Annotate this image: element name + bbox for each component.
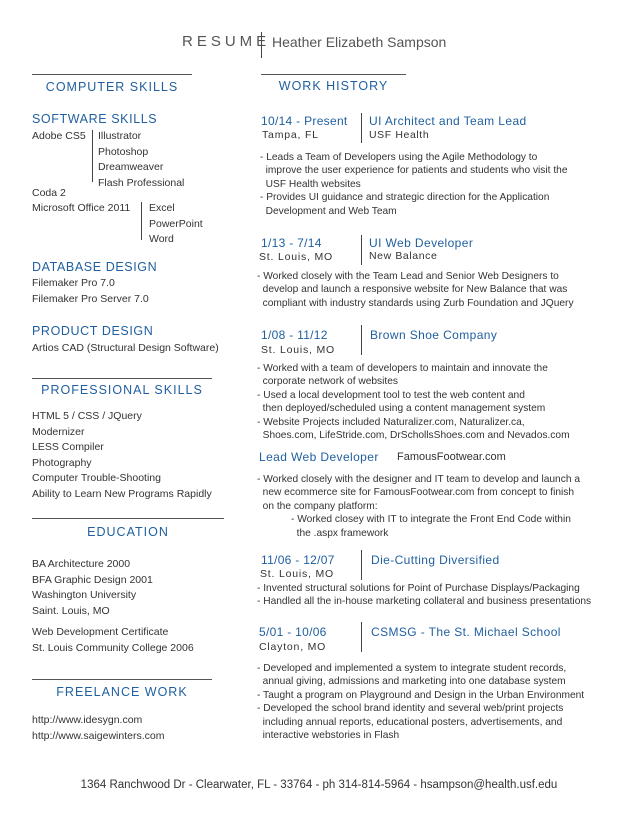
professional-item: Modernizer [32, 425, 85, 438]
freelance-link[interactable]: http://www.idesygn.com [32, 714, 143, 726]
header-divider [261, 32, 262, 58]
job-bullets: - Worked closely with the designer and IT team to develop and launch a new ecommerce site for FamousFootwear.com from concept to finish on the company platform: - Worked closey with IT to integrate the Front End Code within the .aspx framework [257, 474, 580, 539]
candidate-name: Heather Elizabeth Sampson [272, 34, 447, 50]
software-item: Flash Professional [98, 176, 185, 189]
software-office-list [149, 201, 203, 248]
education-rule [32, 518, 224, 519]
software-adobe-label: Adobe CS5 [32, 130, 86, 142]
job-title: CSMSG - The St. Michael School [371, 625, 561, 639]
education-item: BFA Graphic Design 2001 [32, 573, 153, 586]
education-item: BA Architecture 2000 [32, 558, 131, 570]
software-item: Dreamweaver [98, 161, 164, 173]
job-bullets: - Invented structural solutions for Point of Purchase Displays/Packaging - Handled all the in-house marketing collateral and business presentations [257, 583, 592, 608]
professional-item: Photography [32, 456, 92, 469]
software-item: Illustrator [98, 130, 142, 142]
freelance-rule [32, 679, 212, 680]
job-title: Brown Shoe Company [370, 328, 498, 342]
freelance-list[interactable] [32, 713, 164, 744]
job-company: New Balance [369, 250, 438, 262]
database-item: Filemaker Pro Server 7.0 [32, 292, 149, 305]
job-location: Tampa, FL [262, 129, 319, 141]
education-list [32, 557, 153, 619]
database-design-heading: DATABASE DESIGN [32, 260, 158, 274]
education-item: Web Development Certificate [32, 626, 169, 638]
education-heading: EDUCATION [87, 525, 169, 539]
resume-title: RESUME [182, 33, 271, 50]
education-item: Saint. Louis, MO [32, 604, 110, 617]
software-item: Excel [149, 202, 175, 214]
software-item: Word [149, 233, 174, 245]
work-history-rule [261, 74, 406, 75]
job-date: 5/01 - 10/06 [259, 625, 327, 639]
software-skills-heading: SOFTWARE SKILLS [32, 112, 158, 126]
computer-skills-rule [32, 74, 192, 75]
software-item: Photoshop [98, 145, 149, 158]
job-bullets: - Developed and implemented a system to integrate student records, annual giving, admissions and marketing into one database system - Taught a program on Playground and Design in the Urban Environment - Developed the school brand identity and several web/print projects including annual reports, educational posters, advertisements, and interactive webstories in Flash [257, 663, 585, 742]
professional-item: LESS Compiler [32, 441, 104, 453]
job-bullets: - Leads a Team of Developers using the Agile Methodology to improve the user experience for patients and students who visit the USF Health websites - Provides UI guidance and strategic direction for the Application Development and Web Team [260, 152, 568, 217]
professional-list [32, 409, 212, 502]
education-item: St. Louis Community College 2006 [32, 641, 194, 654]
job-divider [361, 325, 362, 355]
job-location: St. Louis, MO [259, 251, 334, 263]
job-location: St. Louis, MO [260, 568, 335, 580]
job-divider [361, 622, 362, 652]
job-location: St. Louis, MO [261, 344, 336, 356]
job-date: 1/13 - 7/14 [261, 236, 322, 250]
computer-skills-heading: COMPUTER SKILLS [45, 80, 179, 94]
freelance-work-heading: FREELANCE WORK [56, 685, 188, 699]
job-company: USF Health [369, 129, 430, 141]
software-adobe-list [98, 129, 184, 191]
product-design-heading: PRODUCT DESIGN [32, 324, 154, 338]
professional-item: HTML 5 / CSS / JQuery [32, 410, 142, 422]
job-bullets: - Worked closely with the Team Lead and Senior Web Designers to develop and launch a responsive website for New Balance that was compliant with industry standards using Zurb Foundation and JQuery [257, 271, 574, 309]
job-date: 1/08 - 11/12 [261, 328, 328, 342]
database-item: Filemaker Pro 7.0 [32, 277, 115, 289]
job-bullets: - Worked with a team of developers to maintain and innovate the corporate network of websites - Used a local development tool to test the web content and then deployed/scheduled using a content management system - Website Projects included Naturalizer.com, Naturalizer.ca, Shoes.com, LifeStride.com, DrSchollsShoes.com and Nevados.com [257, 363, 570, 442]
job-title: UI Web Developer [369, 236, 474, 250]
professional-skills-rule [32, 378, 212, 379]
job-divider [361, 550, 362, 580]
education-list-2 [32, 625, 194, 656]
job-company: FamousFootwear.com [397, 451, 506, 463]
job-divider [361, 113, 362, 143]
freelance-link[interactable]: http://www.saigewinters.com [32, 729, 165, 742]
job-location: Clayton, MO [259, 641, 327, 653]
job-date: 10/14 - Present [261, 114, 348, 128]
professional-skills-heading: PROFESSIONAL SKILLS [41, 383, 203, 397]
job-title: UI Architect and Team Lead [369, 114, 527, 128]
software-office-label: Microsoft Office 2011 [32, 202, 131, 214]
professional-item: Ability to Learn New Programs Rapidly [32, 487, 212, 500]
professional-item: Computer Trouble-Shooting [32, 472, 161, 484]
software-office-divider [141, 202, 142, 240]
footer-contact: 1364 Ranchwood Dr - Clearwater, FL - 33764 - ph 314-814-5964 - hsampson@health.usf.edu [80, 779, 558, 791]
software-adobe-divider [92, 130, 93, 182]
product-item: Artios CAD (Structural Design Software) [32, 342, 219, 354]
software-coda: Coda 2 [32, 187, 66, 199]
education-item: Washington University [32, 589, 137, 601]
software-item: PowerPoint [149, 217, 203, 230]
job-date: 11/06 - 12/07 [261, 553, 335, 567]
job-title: Lead Web Developer [259, 450, 379, 464]
job-divider [361, 235, 362, 265]
work-history-heading: WORK HISTORY [278, 79, 389, 93]
database-list [32, 276, 149, 307]
job-title: Die-Cutting Diversified [371, 553, 500, 567]
